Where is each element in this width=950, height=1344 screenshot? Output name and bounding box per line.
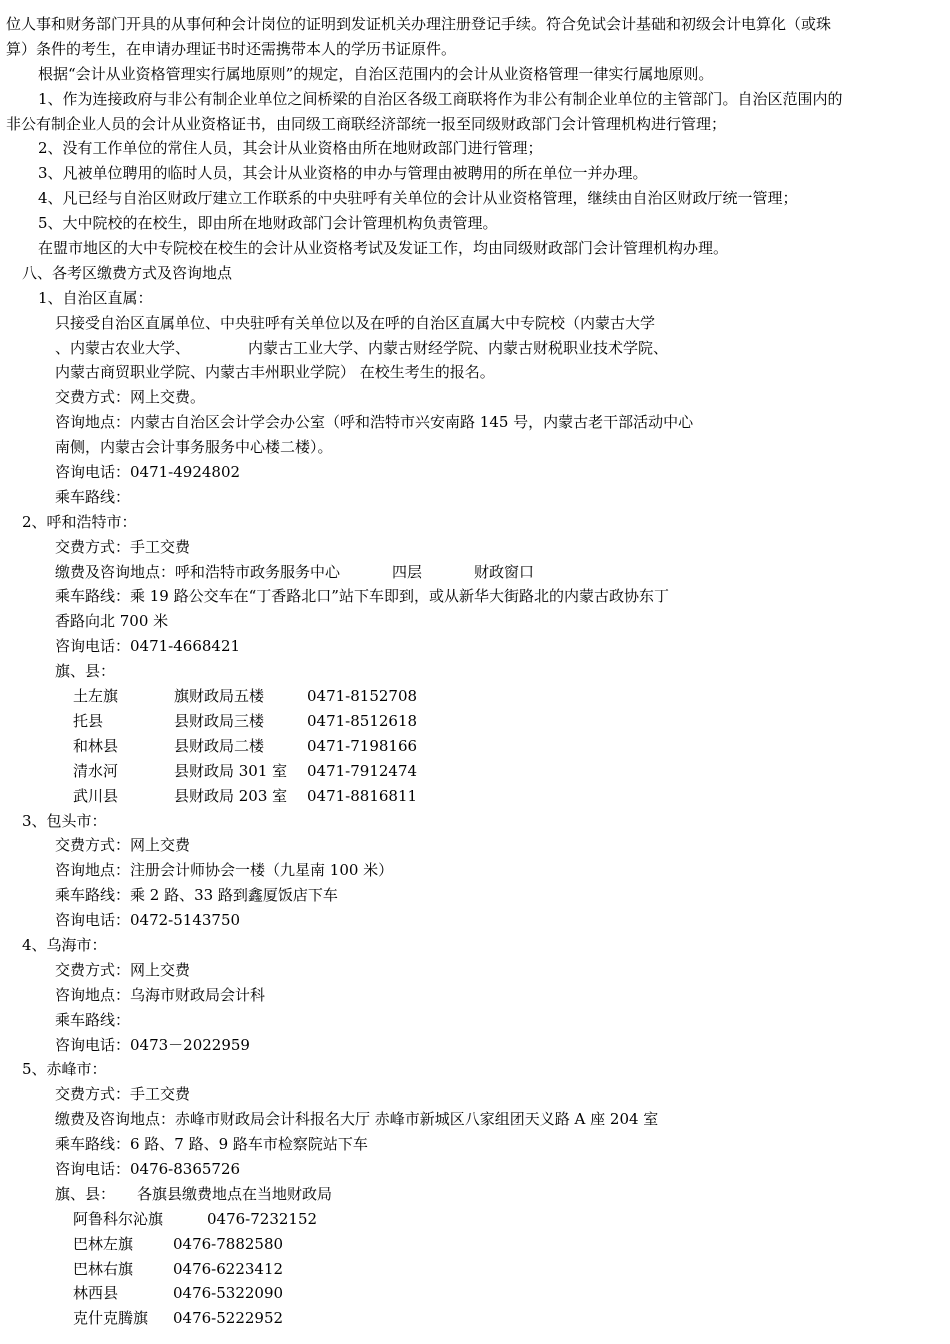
county-phone: 0476-7232152 (207, 1209, 318, 1228)
county-row (6, 709, 944, 734)
consult-address: 缴费及咨询地点：赤峰市财政局会计科报名大厅 赤峰市新城区八家组团天义路 A 座 204 室 (55, 1110, 659, 1129)
region-detail: 内蒙古商贸职业学院、内蒙古丰州职业学院） 在校生考生的报名。 (55, 363, 495, 382)
region-detail: 只接受自治区直属单位、中央驻呼有关单位以及在呼的自治区直属大中专院校（内蒙古大学 (55, 313, 656, 332)
county-phone: 0471-8512618 (307, 711, 418, 730)
county-phone: 0471-8816811 (307, 786, 418, 805)
consult-phone: 咨询电话：0471-4924802 (55, 463, 241, 482)
county-name: 和林县 (73, 736, 119, 755)
bus-route: 乘车路线：乘 2 路、33 路到鑫厦饭店下车 (55, 886, 338, 905)
intro-line: 2、没有工作单位的常住人员，其会计从业资格由所在地财政部门进行管理； (38, 139, 543, 158)
county-label-text: 旗、县： (55, 1184, 116, 1203)
county-name: 土左旗 (73, 687, 119, 706)
county-name: 林西县 (73, 1284, 119, 1303)
county-phone: 0476-5222952 (173, 1309, 284, 1328)
consult-address: 咨询地点：内蒙古自治区会计学会办公室（呼和浩特市兴安南路 145 号，内蒙古老干部活动中心 (55, 413, 694, 432)
county-row (6, 1232, 944, 1257)
bus-route: 乘车路线：6 路、7 路、9 路车市检察院站下车 (55, 1135, 368, 1154)
consult-address (6, 560, 944, 585)
bus-route: 乘车路线： (55, 487, 131, 506)
address-part: 缴费及咨询地点：呼和浩特市政务服务中心 (55, 562, 341, 581)
county-label (6, 1182, 944, 1207)
address-part: 财政窗口 (474, 562, 535, 581)
county-phone: 0471-7912474 (307, 761, 418, 780)
payment-method: 交费方式：网上交费 (55, 836, 191, 855)
county-row (6, 684, 944, 709)
intro-line: 4、凡已经与自治区财政厅建立工作联系的中央驻呼有关单位的会计从业资格管理，继续由自治区财政厅统一管理； (38, 189, 798, 208)
county-office: 县财政局 301 室 (174, 761, 288, 780)
intro-line: 3、凡被单位聘用的临时人员，其会计从业资格的申办与管理由被聘用的所在单位一并办理。 (38, 164, 648, 183)
region-title-baotou: 3、包头市： (22, 811, 107, 830)
county-row (6, 1257, 944, 1282)
county-row (6, 1281, 944, 1306)
payment-method: 交费方式：手工交费 (55, 1085, 191, 1104)
county-name: 清水河 (73, 761, 119, 780)
bus-route: 乘车路线： (55, 1010, 131, 1029)
intro-line: 在盟市地区的大中专院校在校生的会计从业资格考试及发证工作，均由同级财政部门会计管理机构办理。 (38, 239, 729, 258)
county-name: 托县 (73, 711, 104, 730)
consult-phone: 咨询电话：0476-8365726 (55, 1159, 241, 1178)
consult-address: 咨询地点：注册会计师协会一楼（九星南 100 米） (55, 861, 394, 880)
intro-line: 位人事和财务部门开具的从事何种会计岗位的证明到发证机关办理注册登记手续。符合免试会计基础和初级会计电算化（或珠 (6, 15, 832, 33)
county-office: 县财政局 203 室 (174, 786, 288, 805)
payment-method: 交费方式：网上交费 (55, 960, 191, 979)
county-phone: 0476-5322090 (173, 1284, 284, 1303)
county-note: 各旗县缴费地点在当地财政局 (137, 1184, 333, 1203)
county-name: 克什克腾旗 (73, 1309, 149, 1328)
intro-line: 算）条件的考生，在申请办理证书时还需携带本人的学历书证原件。 (6, 39, 457, 58)
address-part: 四层 (392, 562, 423, 581)
consult-phone: 咨询电话：0473－2022959 (55, 1035, 250, 1054)
region-detail (6, 336, 944, 361)
region-detail-part: 内蒙古工业大学、内蒙古财经学院、内蒙古财税职业技术学院、 (248, 338, 669, 357)
intro-line: 根据“会计从业资格管理实行属地原则”的规定，自治区范围内的会计从业资格管理一律实行属地原则。 (38, 64, 714, 83)
bus-route: 乘车路线：乘 19 路公交车在“丁香路北口”站下车即到，或从新华大街路北的内蒙古政协东丁 (55, 587, 669, 606)
intro-line: 1、作为连接政府与非公有制企业单位之间桥梁的自治区各级工商联将作为非公有制企业单位的主管部门。自治区范围内的 (38, 89, 843, 108)
region-title-chifeng: 5、赤峰市： (22, 1060, 107, 1079)
consult-address: 南侧，内蒙古会计事务服务中心楼二楼）。 (55, 438, 333, 457)
intro-line: 非公有制企业人员的会计从业资格证书，由同级工商联经济部统一报至同级财政部门会计管理机构进行管理； (6, 114, 727, 133)
section-heading: 八、各考区缴费方式及咨询地点 (22, 263, 233, 282)
region-title-huhehaote: 2、呼和浩特市： (22, 512, 137, 531)
county-office: 县财政局三楼 (174, 711, 265, 730)
county-row (6, 1306, 944, 1331)
bus-route: 香路向北 700 米 (55, 612, 169, 631)
county-name: 武川县 (73, 786, 119, 805)
county-label: 旗、县： (55, 662, 116, 681)
county-office: 旗财政局五楼 (174, 687, 265, 706)
intro-line: 5、大中院校的在校生，即由所在地财政部门会计管理机构负责管理。 (38, 214, 498, 233)
county-office: 县财政局二楼 (174, 736, 265, 755)
county-phone: 0476-6223412 (173, 1259, 284, 1278)
document-page (6, 12, 944, 1331)
region-title-zhishu: 1、自治区直属： (38, 288, 153, 307)
county-row (6, 734, 944, 759)
county-name: 阿鲁科尔沁旗 (73, 1209, 164, 1228)
payment-method: 交费方式：网上交费。 (55, 388, 206, 407)
county-row (6, 1207, 944, 1232)
county-row (6, 759, 944, 784)
payment-method: 交费方式：手工交费 (55, 537, 191, 556)
consult-address: 咨询地点：乌海市财政局会计科 (55, 985, 266, 1004)
county-phone: 0476-7882580 (173, 1234, 284, 1253)
county-name: 巴林左旗 (73, 1234, 134, 1253)
county-row (6, 784, 944, 809)
county-phone: 0471-8152708 (307, 687, 418, 706)
region-detail-part: 、内蒙古农业大学、 (55, 338, 191, 357)
consult-phone: 咨询电话：0472-5143750 (55, 911, 241, 930)
consult-phone: 咨询电话：0471-4668421 (55, 637, 241, 656)
region-title-wuhai: 4、乌海市： (22, 935, 107, 954)
county-phone: 0471-7198166 (307, 736, 418, 755)
county-name: 巴林右旗 (73, 1259, 134, 1278)
